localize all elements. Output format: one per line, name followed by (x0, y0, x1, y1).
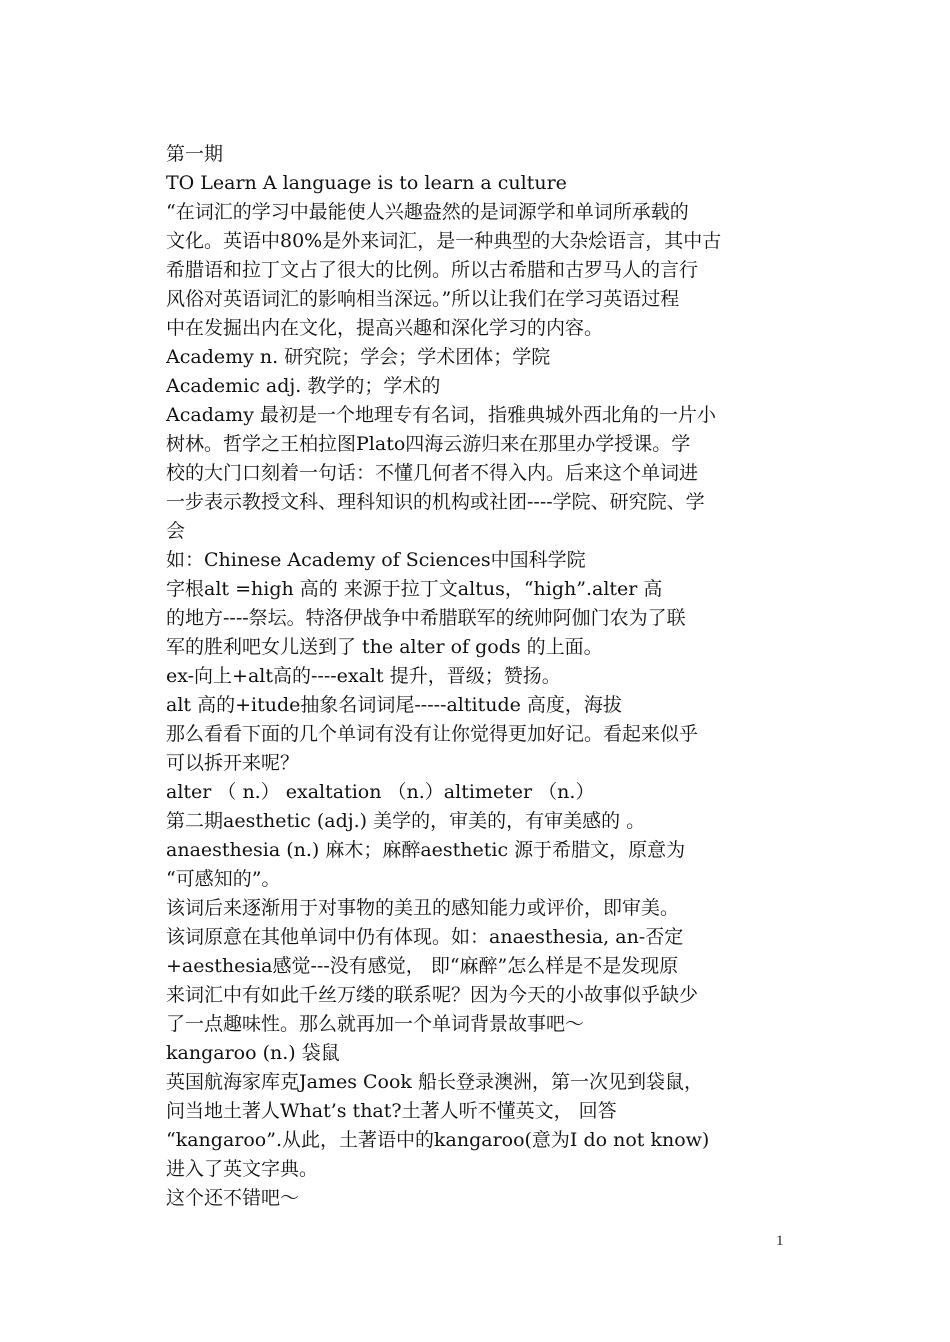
text-line: Academy n. 研究院；学会；学术团体；学院 (166, 346, 551, 368)
text-line: Acadamy 最初是一个地理专有名词，指雅典城外西北角的一片小 (166, 404, 716, 426)
text-line: alt 高的+itude抽象名词词尾-----altitude 高度，海拔 (166, 694, 622, 716)
text-line: 中在发掘出内在文化，提高兴趣和深化学习的内容。 (166, 317, 604, 339)
text-line: 希腊语和拉丁文占了很大的比例。所以古希腊和古罗马人的言行 (166, 259, 699, 281)
text-line: 进入了英文字典。 (166, 1158, 319, 1180)
text-line: kangaroo (n.) 袋鼠 (166, 1042, 340, 1064)
text-line: 文化。英语中80%是外来词汇，是一种典型的大杂烩语言，其中古 (166, 230, 722, 252)
text-line: “可感知的”。 (166, 868, 281, 890)
text-line: 如：Chinese Academy of Sciences中国科学院 (166, 549, 586, 571)
text-line: 军的胜利吧女儿送到了 the alter of gods 的上面。 (166, 636, 603, 658)
text-line: +aesthesia感觉---没有感觉， 即“麻醉”怎么样是不是发现原 (166, 955, 679, 977)
text-line: 英国航海家库克James Cook 船长登录澳洲，第一次见到袋鼠， (166, 1071, 703, 1093)
text-line: 这个还不错吧～ (166, 1187, 300, 1209)
text-line: anaesthesia (n.) 麻木；麻醉aesthetic 源于希腊文，原意为 (166, 839, 686, 861)
text-line: Academic adj. 教学的；学术的 (166, 375, 441, 397)
text-line: 可以拆开来呢？ (166, 752, 300, 774)
text-line: 校的大门口刻着一句话：不懂几何者不得入内。后来这个单词进 (166, 462, 699, 484)
text-line: 第一期 (166, 143, 224, 165)
text-line: 树林。哲学之王柏拉图Plato四海云游归来在那里办学授课。学 (166, 433, 691, 455)
text-line: “在词汇的学习中最能使人兴趣盎然的是词源学和单词所承载的 (166, 201, 689, 223)
text-line: “kangaroo”.从此，土著语中的kangaroo(意为I do not know) (166, 1129, 710, 1151)
page-number: 1 (776, 1233, 784, 1249)
text-line: 那么看看下面的几个单词有没有让你觉得更加好记。看起来似乎 (166, 723, 699, 745)
text-line: alter （ n.） exaltation （n.）altimeter （n.） (166, 781, 595, 803)
text-line: 的地方----祭坛。特洛伊战争中希腊联军的统帅阿伽门农为了联 (166, 607, 686, 629)
text-line: 一步表示教授文科、理科知识的机构或社团----学院、研究院、学 (166, 491, 705, 513)
text-line: 该词后来逐渐用于对事物的美丑的感知能力或评价，即审美。 (166, 897, 680, 919)
text-line: 第二期aesthetic (adj.) 美学的，审美的，有审美感的 。 (166, 810, 646, 832)
text-line: 该词原意在其他单词中仍有体现。如：anaesthesia, an-否定 (166, 926, 684, 948)
text-line: ex-向上+alt高的----exalt 提升，晋级；赞扬。 (166, 665, 561, 687)
text-line: 了一点趣味性。那么就再加一个单词背景故事吧～ (166, 1013, 585, 1035)
document-body (166, 140, 786, 1213)
text-line: 字根alt =high 高的 来源于拉丁文altus，“high”.alter 高 (166, 578, 663, 600)
text-line: TO Learn A language is to learn a culture (166, 172, 567, 194)
text-line: 问当地土著人What’s that?土著人听不懂英文， 回答 (166, 1100, 617, 1122)
text-line: 风俗对英语词汇的影响相当深远。”所以让我们在学习英语过程 (166, 288, 680, 310)
text-line: 会 (166, 520, 186, 542)
text-line: 来词汇中有如此千丝万缕的联系呢？因为今天的小故事似乎缺少 (166, 984, 699, 1006)
